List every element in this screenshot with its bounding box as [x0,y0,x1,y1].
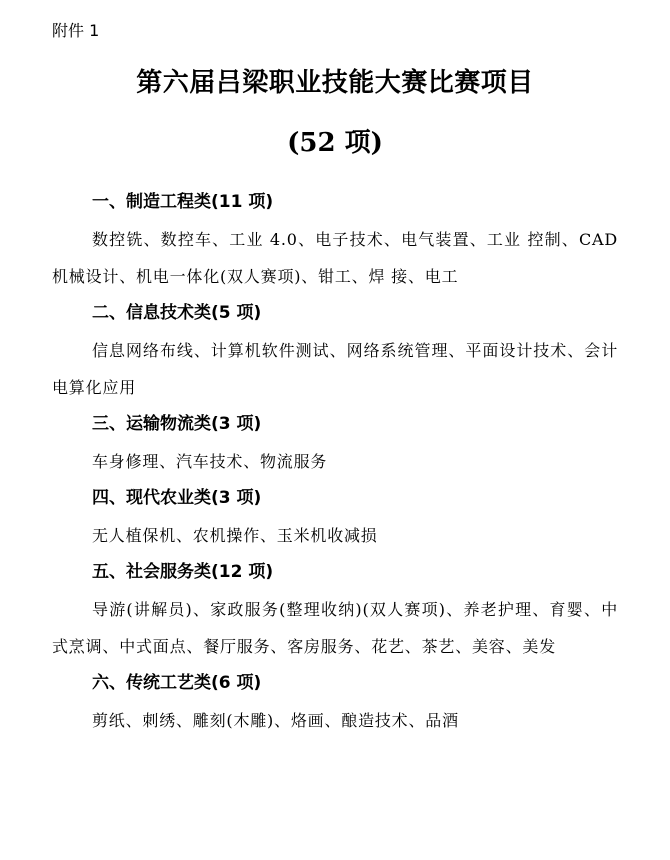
document-title: 第六届吕梁职业技能大赛比赛项目 [136,68,534,98]
section-items: 数控铣、数控车、工业 4.0、电子技术、电气装置、工业 控制、CAD 机械设计、机电一体化(双人赛项)、钳工、焊 接、电工 [52,230,618,286]
section-social-services [52,554,618,665]
section-items: 车身修理、汽车技术、物流服务 [92,452,328,471]
section-heading: 三、运输物流类(3 项) [92,414,262,434]
attachment-label: 附件 1 [52,21,100,40]
section-items: 剪纸、刺绣、雕刻(木雕)、烙画、酿造技术、品酒 [92,711,459,730]
section-heading: 五、社会服务类(12 项) [92,562,274,582]
section-heading: 四、现代农业类(3 项) [92,488,262,508]
section-heading: 六、传统工艺类(6 项) [92,673,262,693]
section-transport-logistics [52,406,618,480]
section-items: 导游(讲解员)、家政服务(整理收纳)(双人赛项)、养老护理、育婴、中式烹调、中式面点、餐厅服务、客房服务、花艺、茶艺、美容、美发 [52,600,618,656]
section-traditional-crafts [52,665,618,739]
section-manufacturing [52,184,618,295]
document-subtitle: (52 项) [287,128,383,158]
section-information-technology [52,295,618,406]
section-modern-agriculture [52,480,618,554]
section-items: 无人植保机、农机操作、玉米机收减损 [92,526,378,545]
section-items: 信息网络布线、计算机软件测试、网络系统管理、平面设计技术、会计电算化应用 [52,341,618,397]
section-heading: 一、制造工程类(11 项) [92,192,274,212]
document-content [52,184,618,739]
section-heading: 二、信息技术类(5 项) [92,303,262,323]
